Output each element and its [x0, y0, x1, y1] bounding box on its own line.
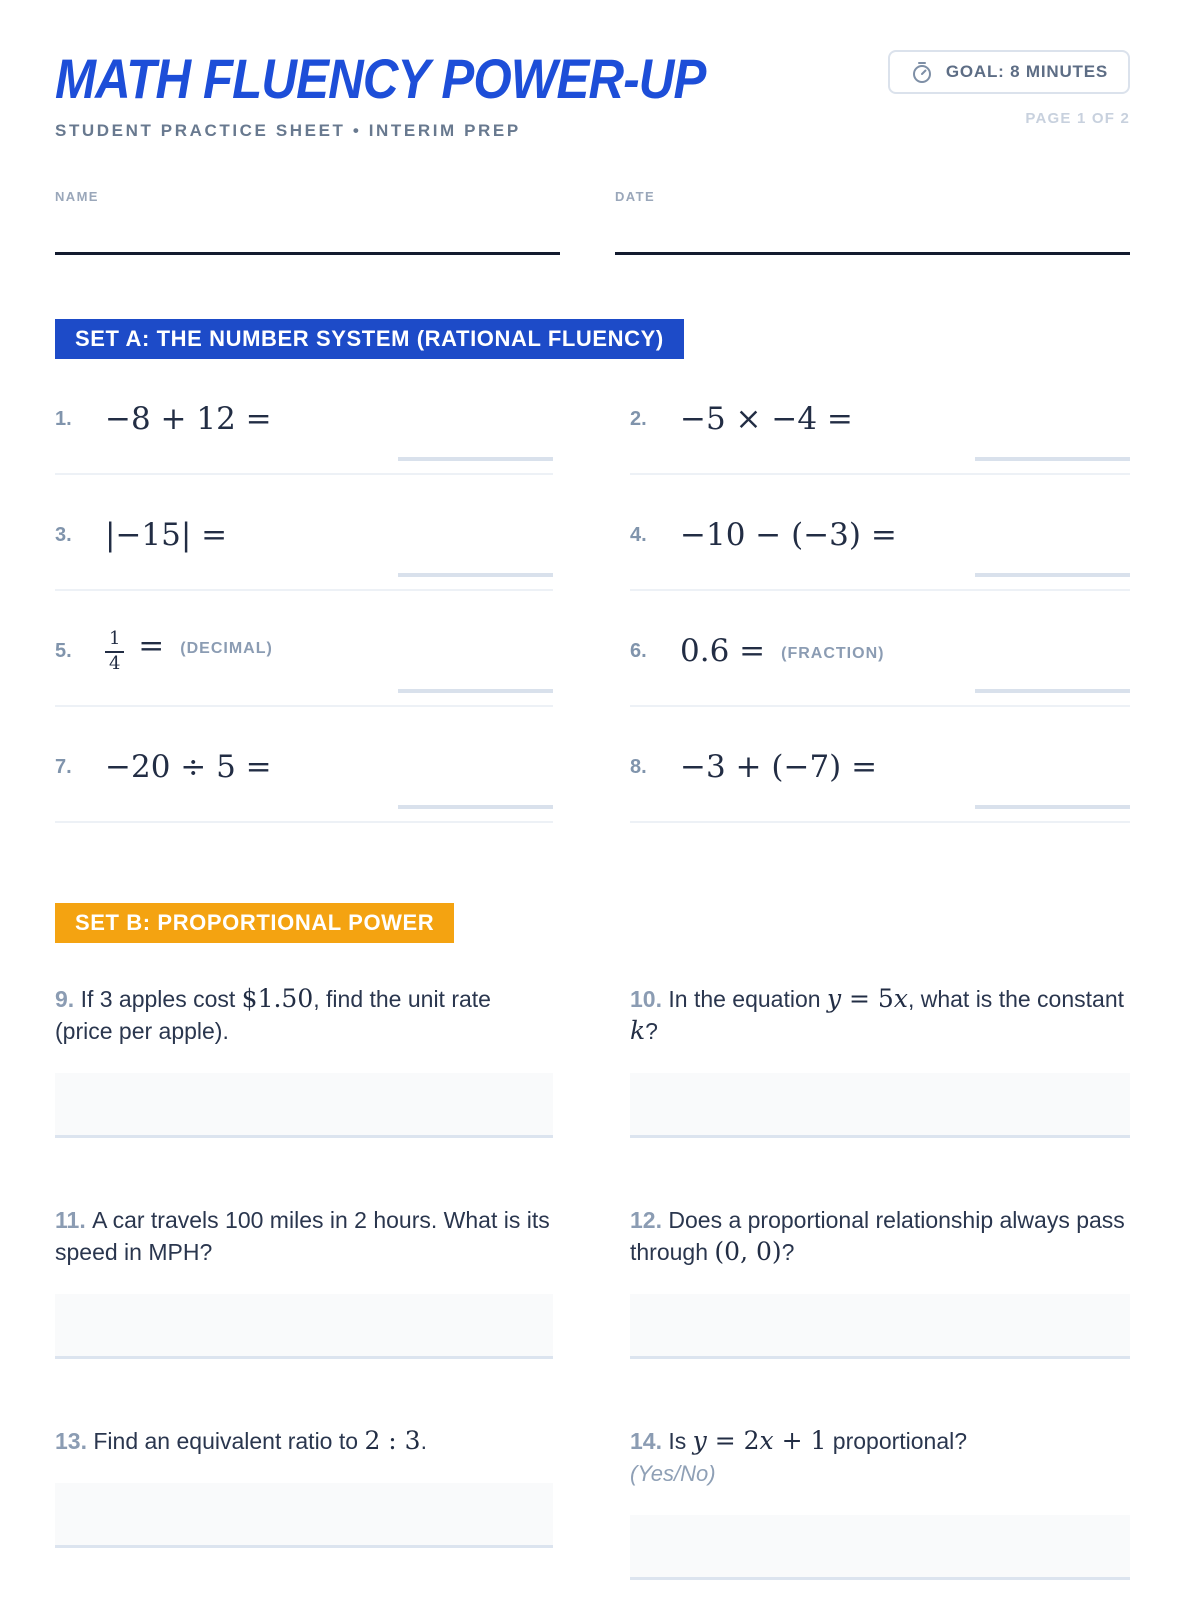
problem-cell: [55, 591, 553, 707]
problem-number: 13.: [55, 1428, 94, 1455]
text-segment: 0.6 =: [680, 633, 766, 670]
math-expression: [680, 517, 897, 553]
problem-number: 9.: [55, 986, 81, 1013]
text-segment: , find the unit rate (price per apple).: [55, 986, 491, 1045]
format-hint: (DECIMAL): [180, 639, 273, 657]
format-hint: (FRACTION): [781, 645, 885, 663]
problem-cell: [630, 591, 1130, 707]
fraction: $\frac{1}{4}$: [105, 629, 124, 674]
name-write-line[interactable]: [55, 252, 560, 255]
problem-cell: [630, 359, 1130, 475]
text-segment: ?: [645, 1018, 658, 1045]
text-segment: If 3 apples cost: [80, 986, 242, 1013]
answer-blank[interactable]: [975, 457, 1130, 461]
text-segment: A car travels 100 miles in 2 hours. What is its speed in MPH?: [55, 1207, 550, 1266]
text-segment: Is: [668, 1428, 693, 1455]
math-expression: [105, 749, 272, 785]
problem-text: [55, 983, 553, 1047]
answer-blank[interactable]: [398, 689, 553, 693]
problem-cell: [55, 1425, 553, 1548]
set-b-grid: [55, 983, 1130, 1580]
answer-box[interactable]: [55, 1294, 553, 1359]
page-subtitle: STUDENT PRACTICE SHEET • INTERIM PREP: [55, 121, 521, 141]
answer-blank[interactable]: [975, 689, 1130, 693]
math-expression: [680, 633, 884, 669]
text-segment: Find an equivalent ratio to: [93, 1428, 365, 1455]
answer-box[interactable]: [630, 1073, 1130, 1138]
problem-number: 6.: [630, 639, 647, 662]
date-write-line[interactable]: [615, 252, 1130, 255]
text-segment: x: [759, 1426, 774, 1456]
answer-box[interactable]: [630, 1515, 1130, 1580]
problem-cell: [55, 983, 553, 1138]
problem-text: [630, 1204, 1130, 1268]
answer-blank[interactable]: [398, 457, 553, 461]
text-segment: =: [128, 627, 165, 664]
problem-statement: [55, 1207, 550, 1265]
math-expression: [680, 401, 853, 437]
answer-format-note: (Yes/No): [630, 1461, 716, 1487]
text-segment: ?: [781, 1239, 795, 1266]
text-segment: = 2: [706, 1426, 760, 1456]
math-expression: [105, 517, 227, 553]
problem-cell: [630, 983, 1130, 1138]
problem-cell: [630, 1425, 1130, 1580]
text-segment: proportional?: [826, 1428, 968, 1455]
text-segment: k: [630, 1016, 646, 1046]
problem-number: 1.: [55, 407, 72, 430]
header: [55, 47, 1130, 141]
problem-cell: [630, 1204, 1130, 1359]
answer-blank[interactable]: [975, 573, 1130, 577]
problem-cell: [55, 707, 553, 823]
problem-text: [55, 1425, 553, 1457]
problem-cell: [55, 475, 553, 591]
set-b-banner: SET B: PROPORTIONAL POWER: [55, 903, 454, 943]
answer-box[interactable]: [630, 1294, 1130, 1359]
stopwatch-icon: [910, 60, 934, 84]
problem-statement: [55, 986, 491, 1044]
problem-statement: [668, 1428, 967, 1454]
page-number-label: PAGE 1 OF 2: [1025, 110, 1130, 127]
text-segment: |−15| =: [105, 517, 228, 554]
text-segment: .: [420, 1428, 427, 1455]
problem-statement: [93, 1428, 427, 1454]
answer-blank[interactable]: [975, 805, 1130, 809]
problem-number: 4.: [630, 523, 647, 546]
problem-cell: [55, 359, 553, 475]
problem-number: 12.: [630, 1207, 669, 1234]
text-segment: $1.50: [241, 984, 314, 1014]
text-segment: 2 : 3: [364, 1426, 421, 1456]
problem-cell: [630, 475, 1130, 591]
name-field: [55, 189, 560, 255]
header-right: [888, 50, 1130, 127]
name-date-fields: [55, 189, 1130, 255]
problem-text: [630, 983, 1130, 1047]
set-a-grid: [55, 359, 1130, 823]
text-segment: −20 ÷ 5 =: [105, 749, 272, 786]
goal-badge: [888, 50, 1130, 94]
text-segment: + 1: [773, 1426, 827, 1456]
problem-text: [55, 1204, 553, 1268]
date-label: DATE: [615, 189, 656, 205]
answer-blank[interactable]: [398, 805, 553, 809]
answer-blank[interactable]: [398, 573, 553, 577]
math-expression: [680, 749, 877, 785]
answer-box[interactable]: [55, 1073, 553, 1138]
set-a-banner: SET A: THE NUMBER SYSTEM (RATIONAL FLUENCY): [55, 319, 684, 359]
problem-statement: [630, 1207, 1125, 1265]
problem-number: 5.: [55, 639, 72, 662]
problem-number: 11.: [55, 1207, 93, 1234]
text-segment: y: [826, 984, 842, 1014]
name-label: NAME: [55, 189, 99, 205]
text-segment: = 5: [841, 984, 894, 1014]
text-segment: −8 + 12 =: [105, 401, 272, 438]
goal-label: GOAL: 8 MINUTES: [945, 62, 1108, 81]
text-segment: Does a proportional relationship always pass through: [630, 1207, 1125, 1266]
problem-number: 8.: [630, 755, 647, 778]
math-expression: [105, 401, 272, 437]
text-segment: (0, 0): [714, 1237, 782, 1267]
problem-cell: [55, 1204, 553, 1359]
problem-statement: [630, 986, 1124, 1044]
text-segment: , what is the constant: [907, 986, 1125, 1013]
problem-number: 10.: [630, 986, 669, 1013]
text-segment: x: [893, 984, 908, 1014]
problem-text: [630, 1425, 1130, 1457]
math-expression: [105, 628, 273, 674]
problem-number: 2.: [630, 407, 647, 430]
text-segment: In the equation: [668, 986, 827, 1013]
problem-number: 3.: [55, 523, 72, 546]
text-segment: −10 − (−3) =: [680, 517, 897, 554]
problem-cell: [630, 707, 1130, 823]
page-title: MATH FLUENCY POWER-UP: [55, 47, 706, 110]
text-segment: y: [692, 1426, 707, 1456]
answer-box[interactable]: [55, 1483, 553, 1548]
worksheet-page: [55, 0, 1130, 1580]
text-segment: −3 + (−7) =: [680, 749, 878, 786]
problem-number: 14.: [630, 1428, 669, 1455]
date-field: [615, 189, 1130, 255]
problem-number: 7.: [55, 755, 72, 778]
header-left: [55, 47, 794, 141]
text-segment: −5 × −4 =: [680, 401, 853, 438]
